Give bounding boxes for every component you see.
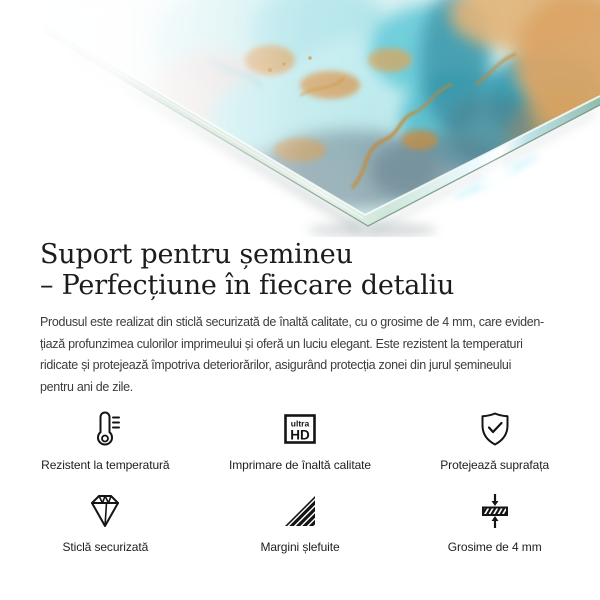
intro-paragraph [40,312,600,398]
feature-label: Protejează suprafața [440,458,550,472]
title-line-1: Suport pentru șemineu [40,239,353,270]
intro-line: țiază profunzimea culorilor imprimeului și oferă un luciu elegant. Este rezistent la temperaturi [40,336,523,351]
intro-line: pentru ani de zile. [40,379,133,394]
polished-edges-icon [280,491,320,531]
feature-label: Imprimare de înaltă calitate [229,458,371,472]
shield-check-icon [475,409,515,449]
thickness-arrows-icon [475,491,515,531]
feature-label: Margini șlefuite [260,540,340,554]
feature-label: Sticlă securizată [62,540,149,554]
feature-tempered-glass [8,488,203,554]
thermometer-icon [85,409,125,449]
svg-text:ultra: ultra [290,418,310,429]
intro-line: ridicate și protejează împotriva deteriorărilor, asigurând protecția zonei din jurul șemineului [40,358,512,372]
glass-panel-image [0,0,600,237]
svg-text:HD: HD [290,427,310,443]
feature-grid [0,406,600,554]
page-title [40,239,600,301]
white-fade [0,0,380,237]
ultra-hd-icon [280,409,320,449]
feature-print-quality [203,406,398,472]
feature-polished-edges [203,488,398,554]
feature-label: Grosime de 4 mm [447,540,542,554]
diamond-icon [85,491,125,531]
intro-line: Produsul este realizat din sticlă securizată de înaltă calitate, cu o grosime de 4 mm, care eviden- [40,315,544,329]
feature-temperature [8,406,203,472]
feature-label: Rezistent la temperatură [41,458,170,472]
feature-surface-protection [397,406,592,472]
hero-section [0,0,600,237]
title-line-2: – Perfecțiune în fiecare detaliu [40,270,455,301]
feature-thickness [397,488,592,554]
